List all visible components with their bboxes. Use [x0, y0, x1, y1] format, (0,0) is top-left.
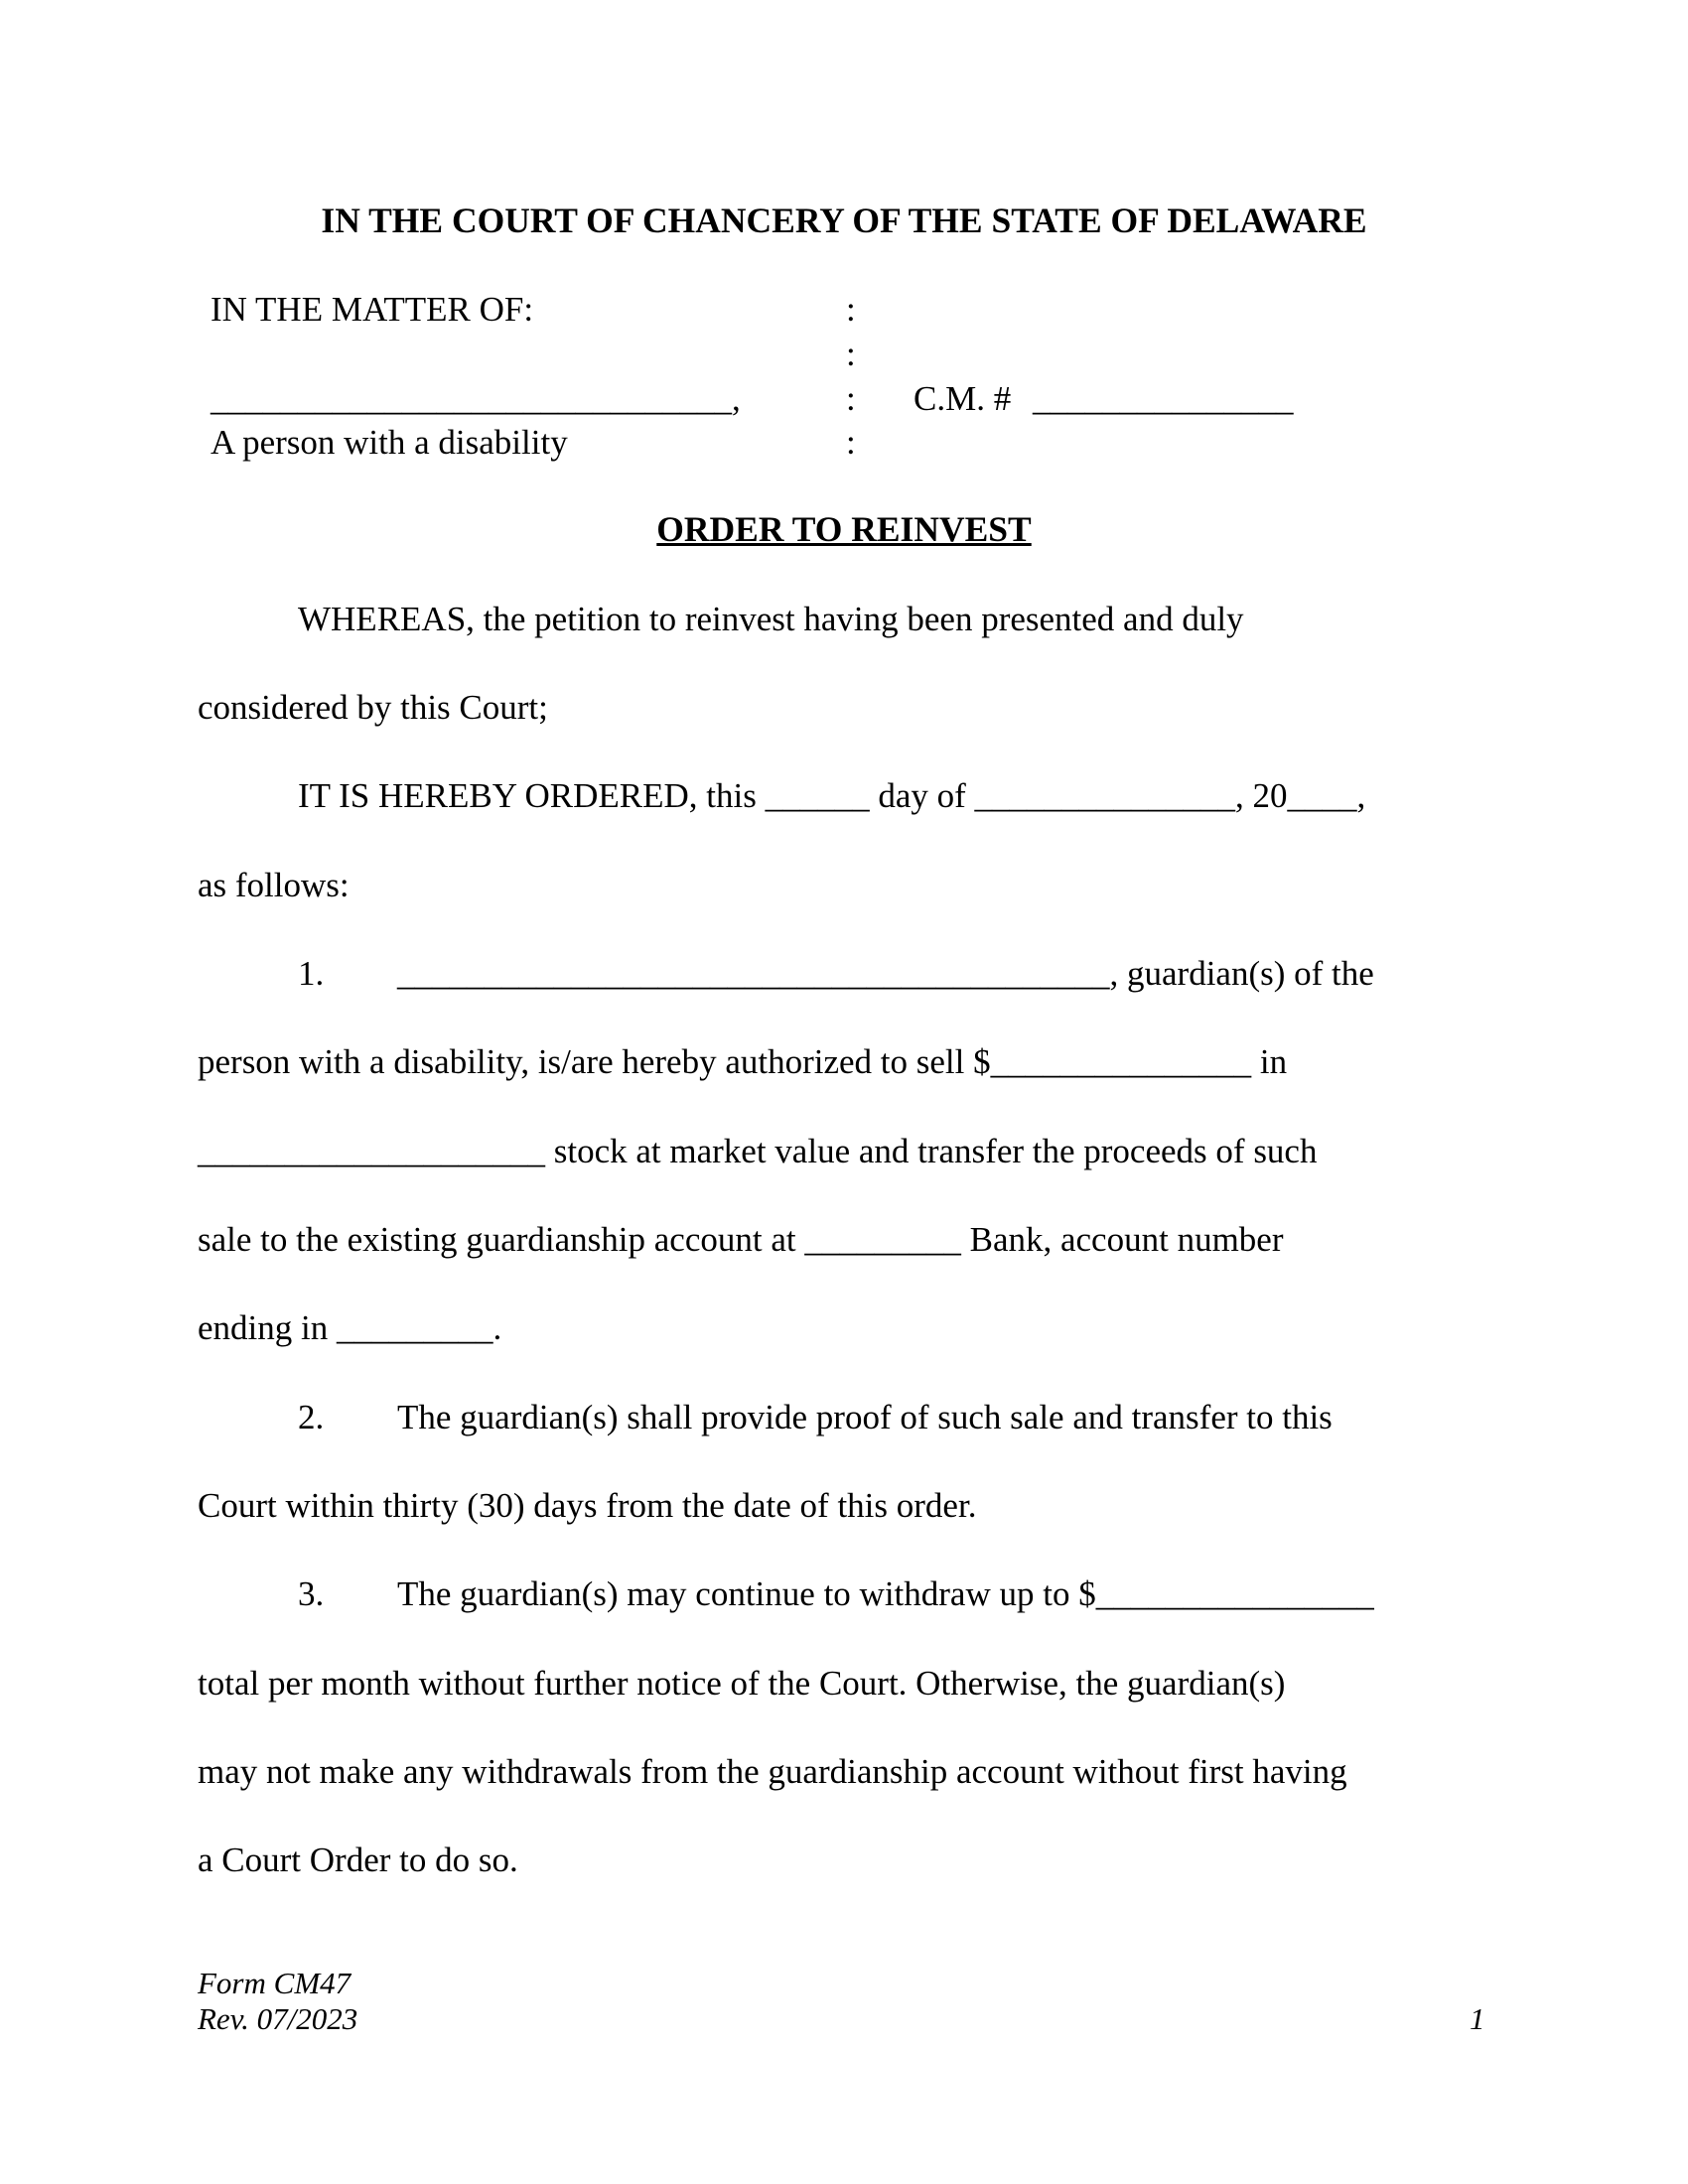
- item-2-number: 2.: [298, 1398, 325, 1436]
- item-1-line-5: ending in _________.: [198, 1308, 502, 1347]
- cm-number-blank: _______________: [1033, 379, 1294, 418]
- item-2-line-1: The guardian(s) shall provide proof of such sale and transfer to this: [397, 1398, 1333, 1436]
- item-3-line-1: The guardian(s) may continue to withdraw up to $________________: [397, 1574, 1374, 1613]
- whereas-line-2: considered by this Court;: [198, 688, 548, 727]
- court-title: IN THE COURT OF CHANCERY OF THE STATE OF DELAWARE: [321, 201, 1367, 240]
- ordered-line-2: as follows:: [198, 866, 350, 904]
- person-with-disability-label: A person with a disability: [211, 423, 568, 462]
- caption-colon: :: [846, 423, 856, 462]
- whereas-line-1: WHEREAS, the petition to reinvest having been presented and duly: [298, 600, 1244, 638]
- page-number: 1: [1470, 2001, 1485, 2036]
- caption-colon: :: [846, 379, 856, 418]
- item-3-line-2: total per month without further notice of the Court. Otherwise, the guardian(s): [198, 1664, 1286, 1703]
- item-1-line-1: _________________________________________, guardian(s) of the: [397, 954, 1374, 993]
- order-title: ORDER TO REINVEST: [656, 509, 1032, 549]
- item-1-number: 1.: [298, 954, 325, 993]
- form-revision: Rev. 07/2023: [198, 2001, 358, 2036]
- item-1-line-4: sale to the existing guardianship account at _________ Bank, account number: [198, 1220, 1284, 1259]
- form-id: Form CM47: [198, 1966, 352, 2000]
- item-1-line-2: person with a disability, is/are hereby authorized to sell $_______________ in: [198, 1042, 1288, 1081]
- item-3-line-3: may not make any withdrawals from the guardianship account without first having: [198, 1752, 1347, 1791]
- item-1-line-3: ____________________ stock at market value and transfer the proceeds of such: [198, 1132, 1318, 1170]
- item-3-line-4: a Court Order to do so.: [198, 1841, 518, 1879]
- item-3-number: 3.: [298, 1574, 325, 1613]
- person-name-blank: ______________________________,: [211, 379, 741, 418]
- ordered-line-1: IT IS HEREBY ORDERED, this ______ day of _______________, 20____,: [298, 776, 1366, 815]
- matter-label: IN THE MATTER OF:: [211, 290, 534, 329]
- caption-colon: :: [846, 335, 856, 373]
- caption-colon: :: [846, 290, 856, 329]
- item-2-line-2: Court within thirty (30) days from the date of this order.: [198, 1486, 977, 1525]
- cm-number-label: C.M. #: [914, 379, 1012, 418]
